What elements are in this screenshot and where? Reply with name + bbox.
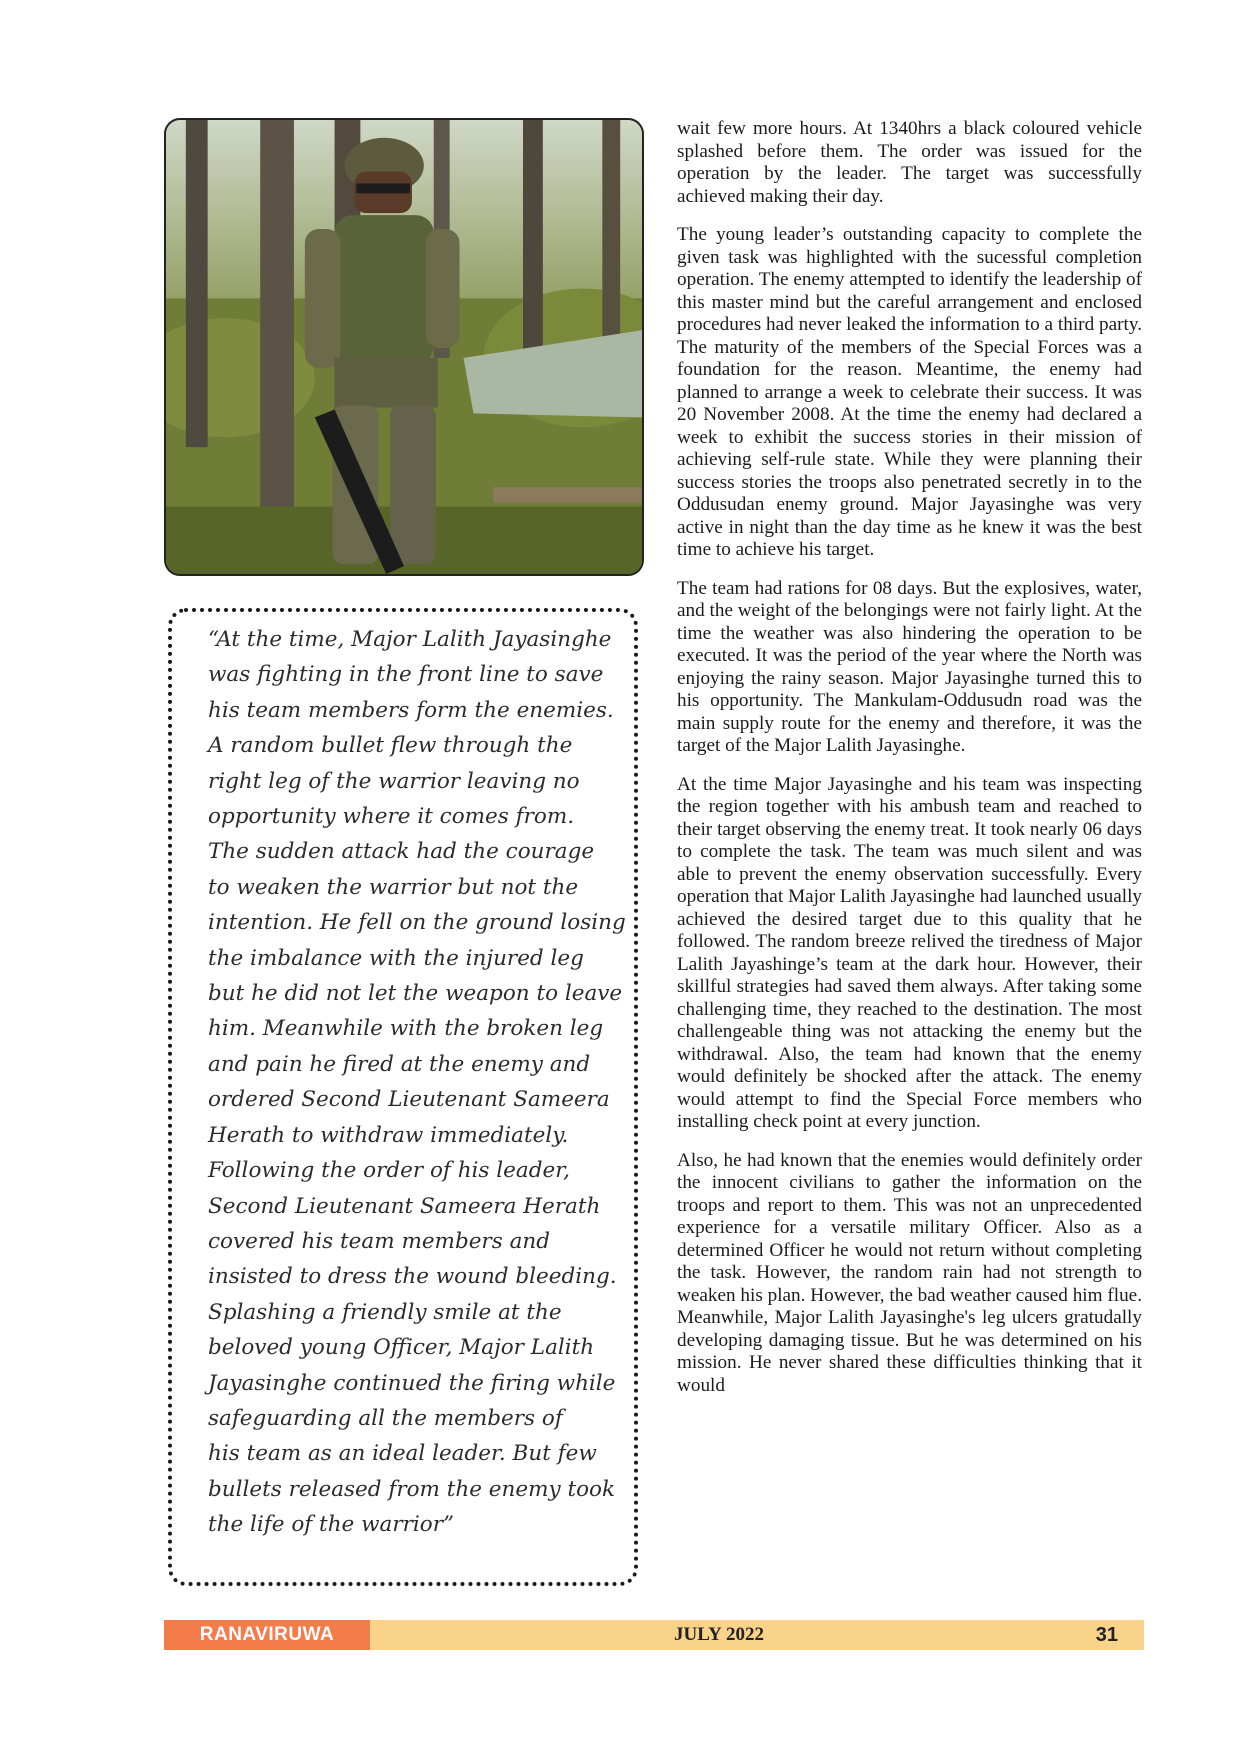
quote-line: Following the order of his leader, (208, 1158, 570, 1184)
quote-line: “At the time, Major Lalith Jayasinghe (208, 627, 612, 652)
quote-line: beloved young Officer, Major Lalith (208, 1335, 595, 1361)
quote-line: Splashing a friendly smile at the (208, 1299, 562, 1325)
quote-line: bullets released from the enemy took (208, 1476, 616, 1502)
quote-line: right leg of the warrior leaving no (208, 768, 580, 794)
quote-line: but he did not let the weapon to leave (208, 981, 623, 1007)
quote-line: was fighting in the front line to save (208, 662, 604, 688)
quote-line: ordered Second Lieutenant Sameera (208, 1087, 610, 1113)
article-paragraph: Also, he had known that the enemies would definitely order the innocent civilians to gather the information on the troops and report to them. This was not an unprecedented experience for a versatile military Officer. Also as a determined Officer he would not return without completing the task. However, the random rain had not strength to weaken his plan. However, the bad weather caused him flue. Meanwhile, Major Lalith Jayasinghe's leg ulcers gratudally developing damaging tissue. But he was determined on his mission. He never shared these difficulties thinking that it would (677, 1149, 1142, 1396)
quote-line: Herath to withdraw immediately. (208, 1122, 569, 1148)
quote-line: intention. He fell on the ground losing (208, 910, 626, 936)
article-body-column (677, 118, 1142, 1413)
soldier-photo-illustration (166, 120, 642, 574)
quote-line: the imbalance with the injured leg (208, 945, 584, 971)
article-paragraph: The team had rations for 08 days. But the explosives, water, and the weight of the belongings were not fairly light. At the time the weather was also hindering the operation to be executed. It was the period of the year where the North was enjoying the rainy season. Major Jayasinghe turned this to his opportunity. The Mankulam-Oddusudn road was the main supply route for the enemy and therefore, it was the target of the Major Lalith Jayasinghe. (677, 577, 1142, 756)
quote-line: The sudden attack had the courage (208, 839, 595, 865)
page-number: 31 (1095, 1624, 1118, 1646)
quote-line: Jayasinghe continued the firing while (208, 1370, 616, 1396)
article-paragraph: The young leader’s outstanding capacity to complete the given task was highlighted with the sucessful completion operation. The enemy attempted to identify the leadership of this master mind but the careful arrangement and enclosed procedures had never leaked the information to a third party. The maturity of the members of the Special Forces was a foundation for the reason. Meantime, the enemy had planned to arrange a week to celebrate their success. It was 20 November 2008. At the time the enemy had declared a week to exhibit the success stories in their mission of achieving self-rule state. While they were planning their success stories the troops also penetrated secretly in to the Oddusudan enemy ground. Major Jayasinghe was very active in night than the day time as he knew it was the best time to achieve his target. (677, 224, 1142, 560)
quote-line: his team members form the enemies. (208, 697, 614, 723)
quote-line: opportunity where it comes from. (208, 804, 575, 830)
issue-date: JULY 2022 (674, 1624, 764, 1645)
quote-line: and pain he fired at the enemy and (208, 1051, 591, 1077)
pull-quote-text (208, 622, 628, 1543)
page-footer (164, 1620, 1144, 1650)
quote-line: him. Meanwhile with the broken leg (208, 1016, 604, 1042)
article-paragraph: At the time Major Jayasinghe and his team was inspecting the region together with his ambush team and reached to their target observing the enemy treat. It took nearly 06 days to complete the task. The team was much silent and was able to prevent the enemy observation successfully. Every operation that Major Lalith Jayasinghe had launched usually achieved the desired target due to this quality that he followed. The random breeze relived the tiredness of Major Lalith Jayashinge’s team at the dark hour. However, their skillful strategies had saved them always. After taking some challenging time, they reached to the destination. The most challengeable thing was not attacking the enemy but the withdrawal. Also, the team had known that the enemy would definitely be shocked after the attack. The enemy would attempt to find the Special Force members who installing check point at every junction. (677, 773, 1142, 1132)
quote-line: to weaken the warrior but not the (208, 874, 579, 900)
magazine-name: RANAVIRUWA (164, 1620, 370, 1650)
quote-line: Second Lieutenant Sameera Herath (208, 1193, 601, 1219)
quote-line: safeguarding all the members of (208, 1405, 563, 1431)
quote-line: covered his team members and (208, 1228, 551, 1254)
quote-line: the life of the warrior” (208, 1512, 454, 1538)
soldier-photo (164, 118, 644, 576)
pull-quote-box (168, 608, 638, 1586)
article-paragraph: wait few more hours. At 1340hrs a black coloured vehicle splashed before them. The order was issued for the operation by the leader. The target was successfully achieved making their day. (677, 118, 1142, 207)
quote-line: insisted to dress the wound bleeding. (208, 1264, 617, 1290)
quote-line: A random bullet flew through the (208, 733, 573, 759)
quote-line: his team as an ideal leader. But few (208, 1441, 597, 1467)
